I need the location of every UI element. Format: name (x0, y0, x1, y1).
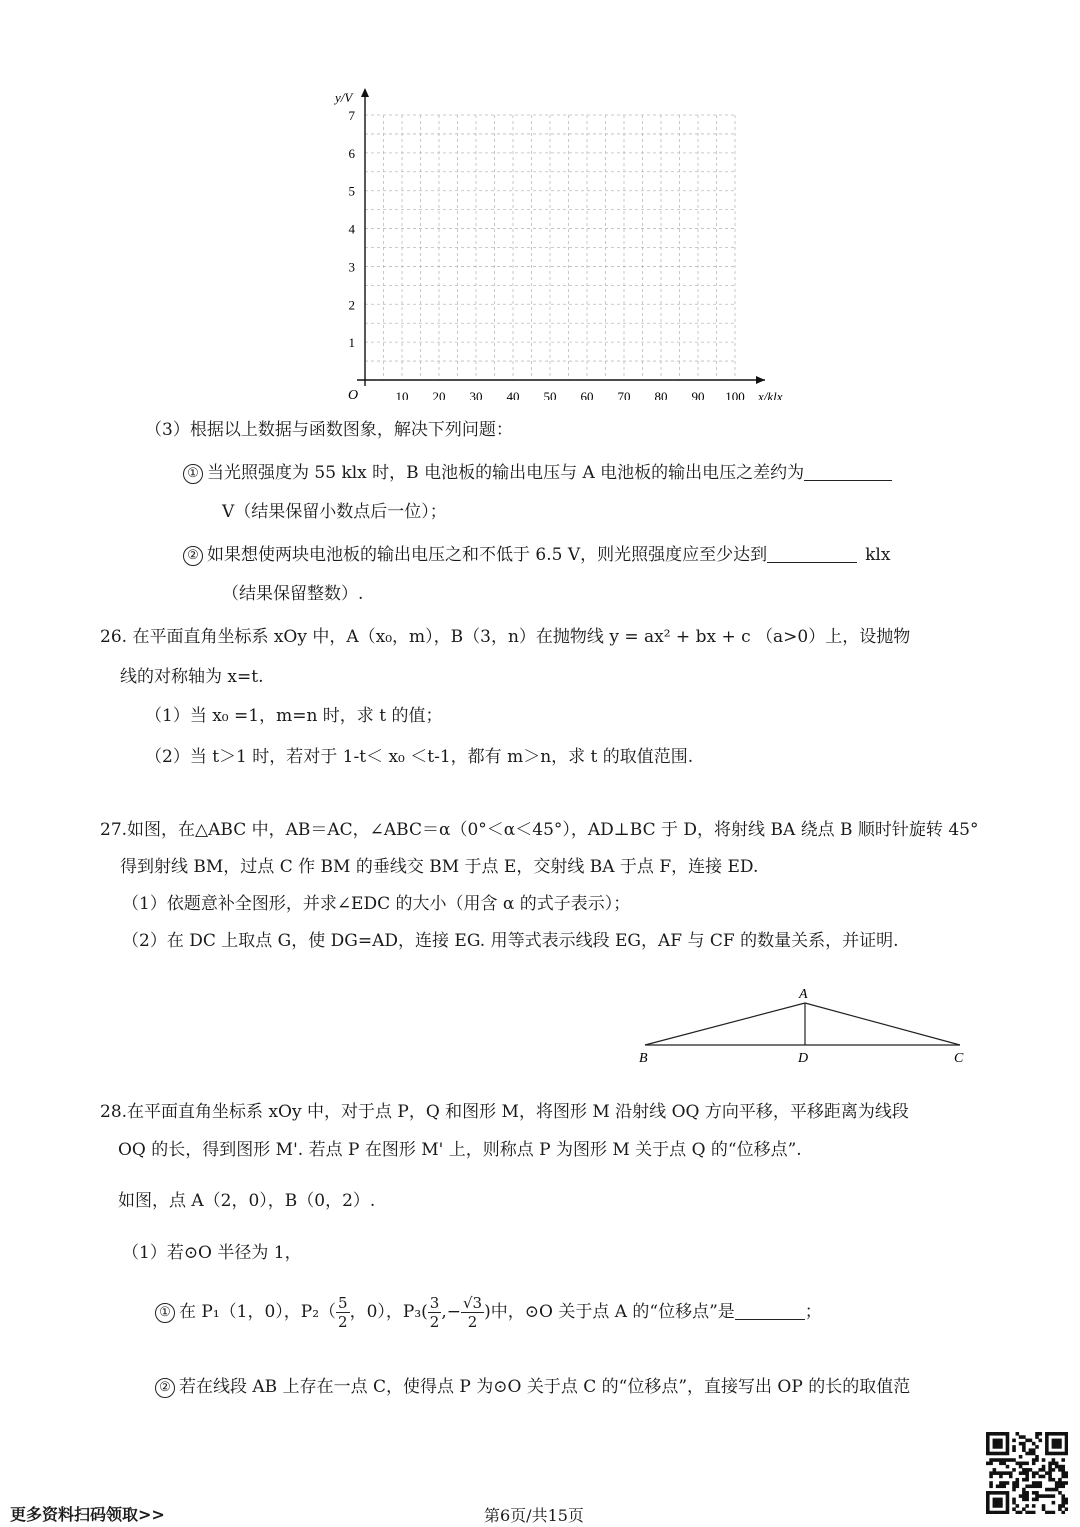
q25-item1 (183, 458, 892, 484)
q27-line1: 27.如图，在△ABC 中，AB＝AC，∠ABC＝α（0°＜α＜45°），AD⊥BC 于 D，将射线 BA 绕点 B 顺时针旋转 45° (100, 820, 979, 840)
x-tick-label: 10 (395, 389, 409, 400)
origin-label: O (348, 388, 359, 400)
q25-item1-unit: V（结果保留小数点后一位）； (222, 502, 447, 522)
q28-item1-end: ； (804, 1302, 822, 1322)
x-tick-label: 40 (506, 389, 520, 400)
q28-item2-text: 若在线段 AB 上存在一点 C，使得点 P 为⊙O 关于点 C 的“位移点”，直接写出 OP 的长的取值范 (179, 1377, 911, 1397)
q28-item1 (155, 1294, 822, 1331)
x-tick-label: 100 (725, 389, 745, 400)
footer-more-materials-link[interactable]: 更多资料扫码领取>> (10, 1505, 165, 1524)
q28-line3: 如图，点 A（2，0），B（0，2）. (118, 1191, 376, 1211)
q25-part3-intro: （3）根据以上数据与函数图象，解决下列问题： (145, 420, 513, 440)
q27-part2: （2）在 DC 上取点 G，使 DG=AD，连接 EG. 用等式表示线段 EG，AF 与 CF 的数量关系，并证明. (122, 931, 899, 951)
label-B: B (639, 1051, 648, 1066)
q27-part1: （1）依题意补全图形，并求∠EDC 的大小（用含 α 的式子表示）； (122, 894, 631, 914)
q27-line2: 得到射线 BM，过点 C 作 BM 的垂线交 BM 于点 E，交射线 BA 于点 F，连接 ED. (120, 857, 759, 877)
y-tick-label: 6 (348, 145, 355, 161)
circled-number: ② (155, 1378, 175, 1398)
x-tick-label: 50 (543, 389, 557, 400)
answer-blank[interactable] (735, 1301, 805, 1320)
y-axis-arrow (361, 88, 369, 97)
y-tick-label: 3 (348, 259, 355, 275)
answer-blank[interactable] (767, 544, 857, 563)
y-tick-label: 2 (348, 297, 355, 313)
fraction: $\frac{√3}{2}$ (463, 1294, 483, 1331)
q28-line1: 28.在平面直角坐标系 xOy 中，对于点 P，Q 和图形 M，将图形 M 沿射线 OQ 方向平移，平移距离为线段 (100, 1102, 909, 1122)
fraction: $\frac{3}{2}$ (429, 1294, 440, 1331)
label-A: A (799, 987, 808, 1002)
x-tick-label: 90 (691, 389, 705, 400)
q28-item1-prefix: 在 P₁（1，0），P₂（ (179, 1302, 337, 1322)
label-C: C (954, 1051, 964, 1066)
q26-part1: （1）当 x₀ =1，m=n 时，求 t 的值； (145, 706, 443, 726)
x-tick-label: 80 (654, 389, 668, 400)
circled-number: ① (183, 464, 203, 484)
y-tick-label: 5 (348, 183, 355, 199)
q28-line2: OQ 的长，得到图形 M'. 若点 P 在图形 M' 上，则称点 P 为图形 M 关于点 Q 的“位移点”. (118, 1140, 802, 1160)
circled-number: ② (183, 546, 203, 566)
q28-item1-mid: ，0），P₃( (349, 1302, 428, 1322)
q25-item1-text: 当光照强度为 55 klx 时，B 电池板的输出电压与 A 电池板的输出电压之差约为 (207, 463, 805, 483)
q25-item2-unit: klx (865, 545, 891, 565)
q28-part1: （1）若⊙O 半径为 1， (122, 1243, 302, 1263)
page-number: 第6页/共15页 (484, 1506, 584, 1525)
q28-item2 (155, 1372, 910, 1398)
q26-line1: 26. 在平面直角坐标系 xOy 中，A（x₀，m），B（3，n）在抛物线 y = ax² + bx + c （a>0）上，设抛物 (100, 627, 911, 647)
x-tick-label: 70 (617, 389, 631, 400)
qr-code-icon[interactable] (986, 1432, 1068, 1514)
q26-line2: 线的对称轴为 x=t. (120, 667, 264, 687)
q25-item2-note: （结果保留整数）. (222, 584, 364, 604)
q28-p3-sep: ,− (441, 1302, 461, 1322)
triangle-figure (630, 982, 980, 1067)
circled-number: ① (155, 1303, 175, 1323)
x-tick-label: 30 (469, 389, 483, 400)
coordinate-grid-chart (320, 80, 800, 400)
x-axis-label: x/klx (758, 389, 783, 400)
fraction: $\frac{5}{2}$ (338, 1294, 348, 1331)
q28-item1-suffix: )中，⊙O 关于点 A 的“位移点”是 (484, 1302, 735, 1322)
q26-part2: （2）当 t＞1 时，若对于 1-t＜ x₀ ＜t-1，都有 m＞n，求 t 的取值范围. (145, 747, 694, 767)
x-tick-label: 20 (432, 389, 446, 400)
x-tick-label: 60 (580, 389, 594, 400)
x-axis-arrow (756, 376, 765, 384)
y-tick-label: 4 (348, 221, 355, 237)
q25-item2-text: 如果想使两块电池板的输出电压之和不低于 6.5 V，则光照强度应至少达到 (207, 545, 768, 565)
y-tick-label: 7 (348, 108, 355, 123)
y-axis-label: y/V (335, 90, 353, 105)
q25-item2 (183, 540, 890, 566)
answer-blank[interactable] (804, 462, 892, 481)
label-D: D (798, 1051, 809, 1066)
y-tick-label: 1 (348, 335, 355, 351)
